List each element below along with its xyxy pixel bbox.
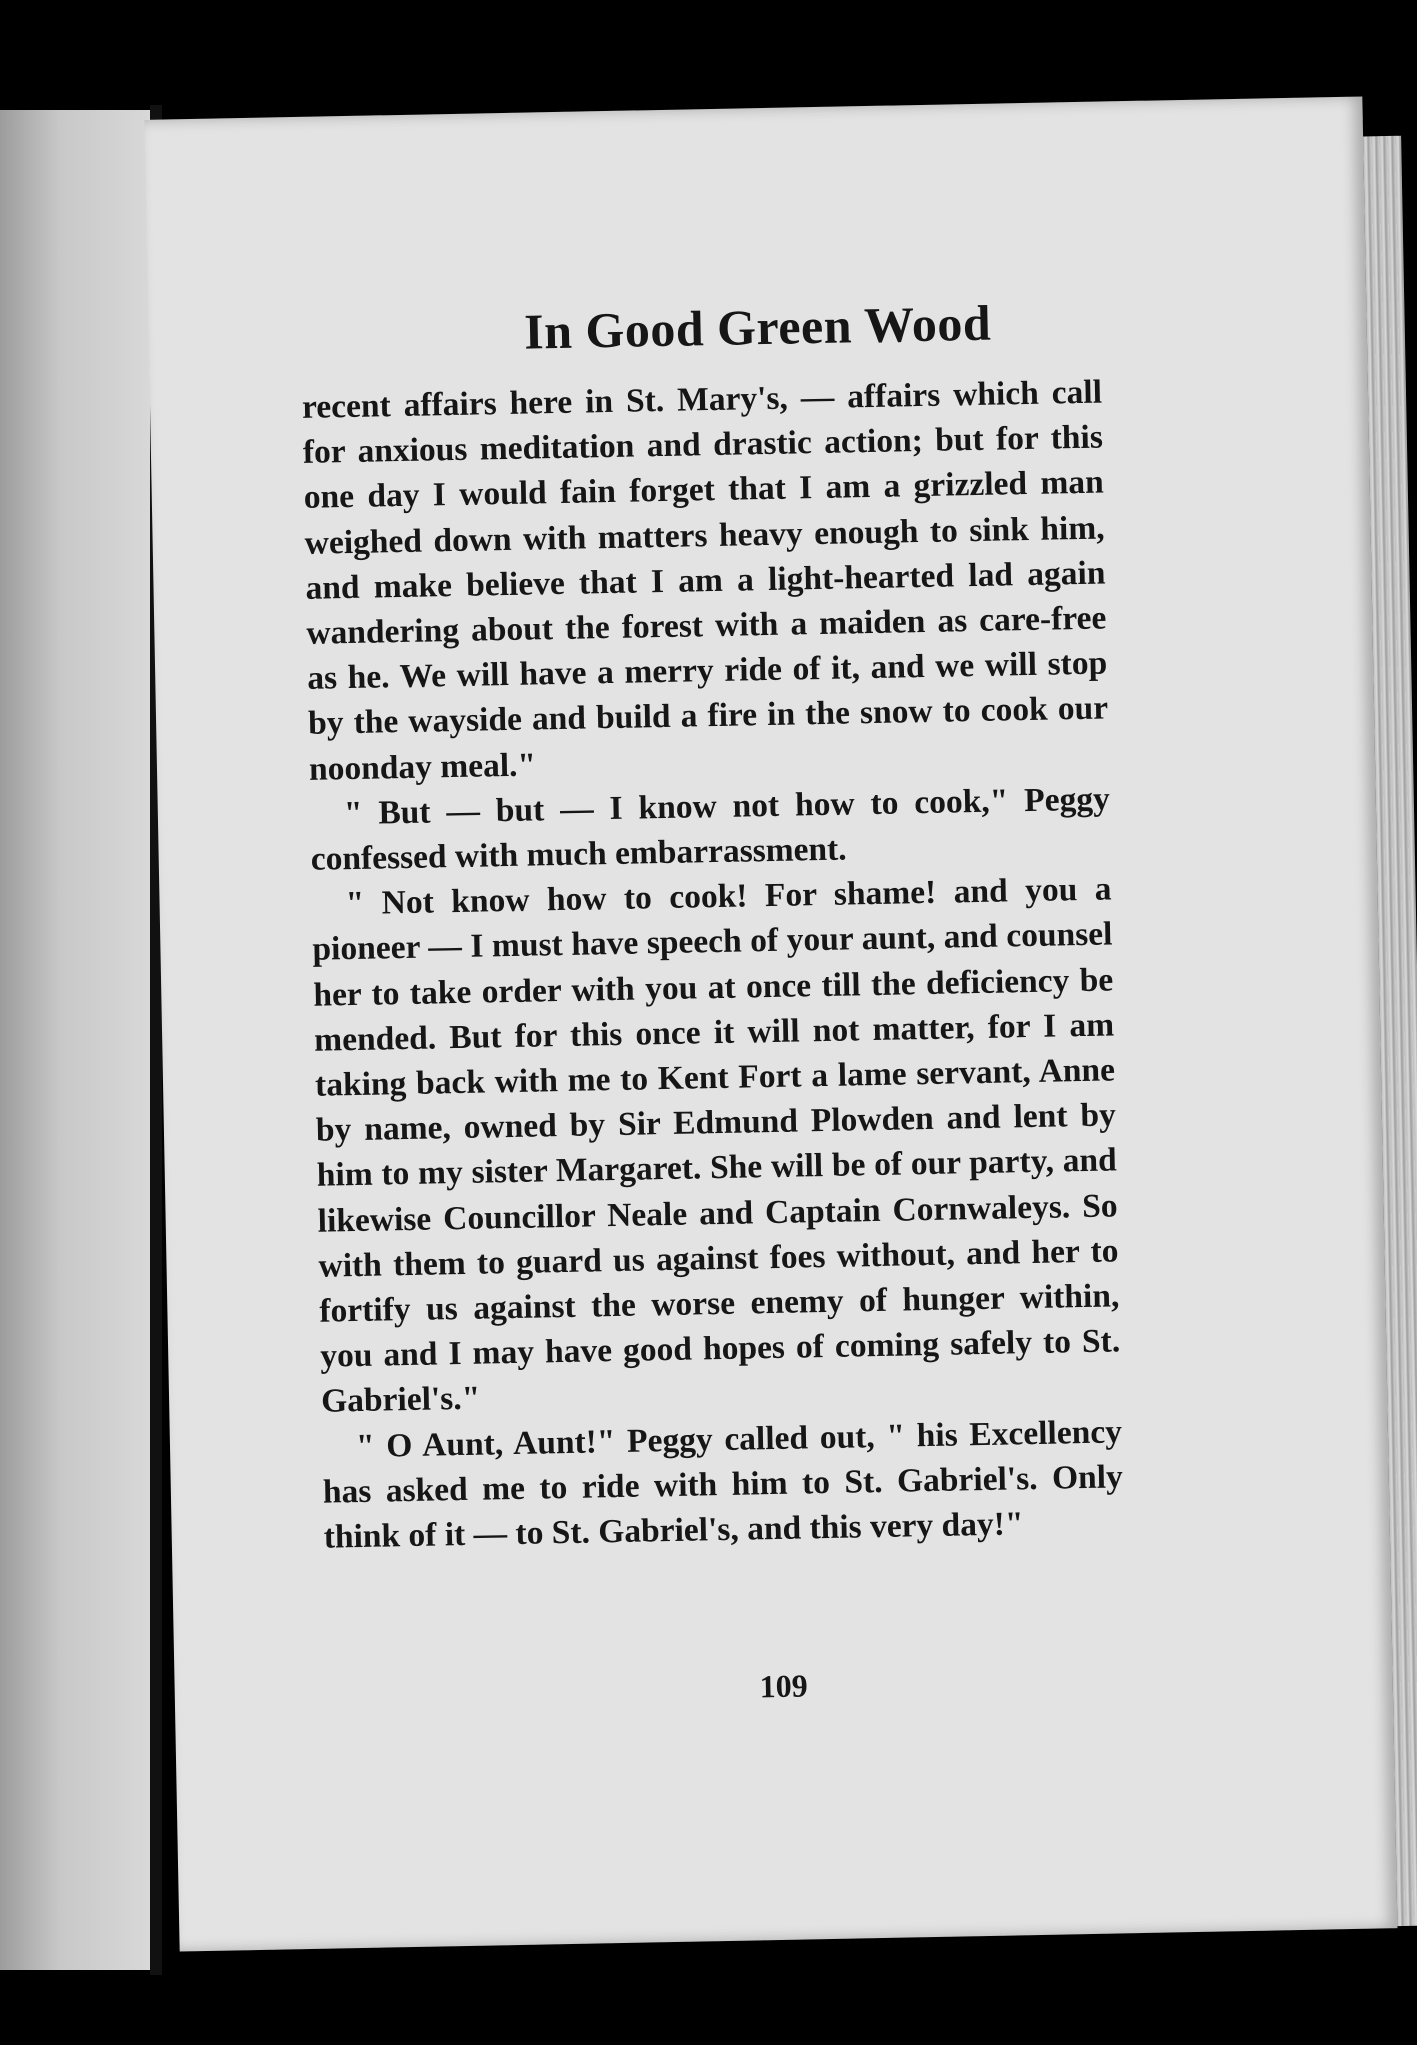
paragraph: recent affairs here in St. Mary's, — affairs which call for anxious meditation and drastic action; but for this one day I would fain forget that I am a grizzled man weighed down with matters heavy enough to sink him, and make believe that I am a light-hearted lad again wandering about the forest with a maiden as care-free as he. We will have a merry ride of it, and we will stop by the wayside and build a fire in the snow to cook our noonday meal." (301, 373, 1109, 788)
paragraph: " But — but — I know not how to cook," Peggy confessed with much embarrassment. (310, 780, 1111, 878)
book-page (145, 96, 1398, 1951)
facing-page (0, 110, 150, 1970)
running-head: In Good Green Wood (523, 294, 992, 360)
page-number: 109 (759, 1667, 809, 1705)
paragraph: " O Aunt, Aunt!" Peggy called out, " his Excellency has asked me to ride with him to St. Gabriel's. Only think of it — to St. Gabriel's, and this very day!" (322, 1413, 1124, 1556)
page-body (302, 370, 1124, 1560)
paragraph: " Not know how to cook! For shame! and you a pioneer — I must have speech of your aunt, and counsel her to take order with you at once till the deficiency be mended. But for this once it will not matter, for I am taking back with me to Kent Fort a lame servant, Anne by name, owned by Sir Edmund Plowden and lent by him to my sister Margaret. She will be of our party, and likewise Councillor Neale and Captain Cornwaleys. So with them to guard us against foes without, and her to fortify us against the worse enemy of hunger within, you and I may have good hopes of coming safely to St. Gabriel's." (312, 870, 1121, 1421)
